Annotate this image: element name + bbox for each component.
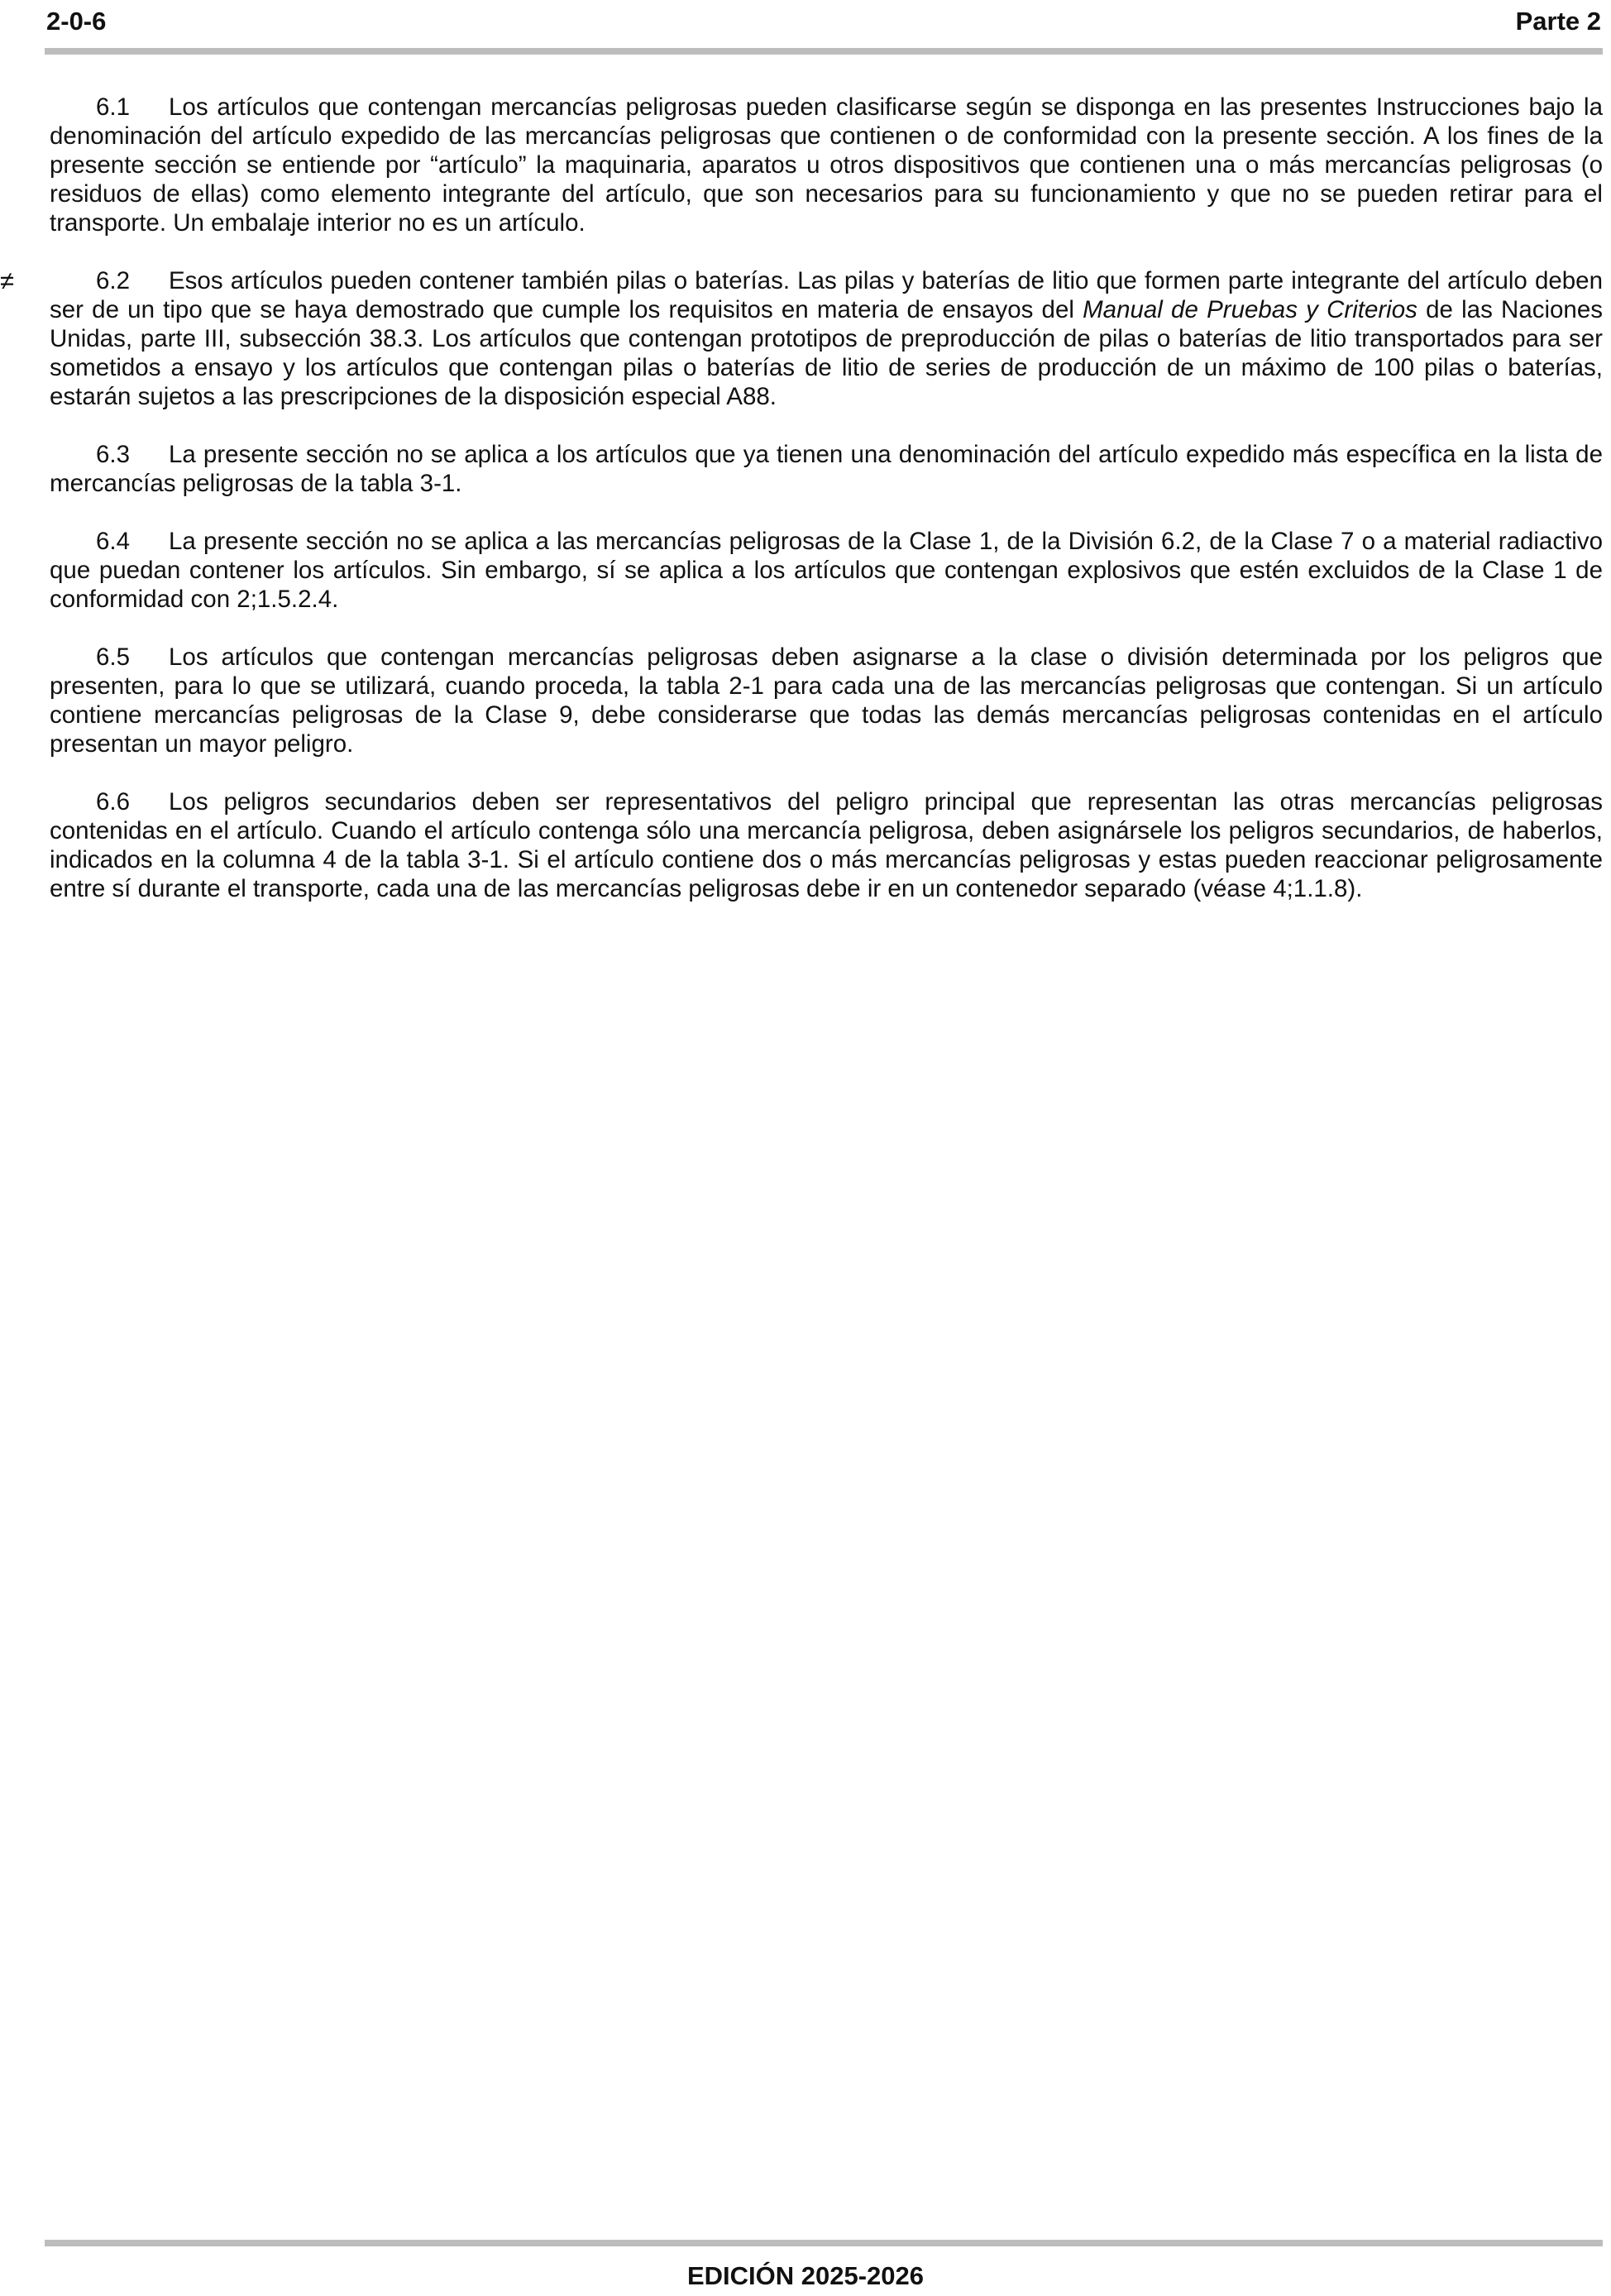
paragraph-number: 6.3 [96,441,131,468]
part-label: Parte 2 [1515,7,1601,36]
header-rule [45,48,1603,55]
manual-title: Manual de Pruebas y Criterios [1083,296,1417,323]
paragraph-6-3 [50,440,1603,498]
paragraph-text: Los peligros secundarios deben ser representativos del peligro principal que representan las otras mercancías peligrosas contenidas en el artículo. Cuando el artículo contenga sólo una mercancía peligrosa, deben asignársele los peligros secundarios, de haberlos, indicados en la columna 4 de la tabla 3-1. Si el artículo contiene dos o más mercancías peligrosas y estas pueden reaccionar peligrosamente entre sí durante el transporte, cada una de las mercancías peligrosas debe ir en un contenedor separado (véase 4;1.1.8). [50,788,1603,902]
paragraph-6-1 [50,93,1603,237]
footer-rule [45,2240,1603,2246]
paragraph-number: 6.4 [96,528,131,555]
page-header [46,5,1601,41]
paragraph-number: 6.5 [96,643,131,671]
paragraph-6-6 [50,787,1603,903]
document-body [0,93,1603,932]
paragraph-text: La presente sección no se aplica a las mercancías peligrosas de la Clase 1, de la División 6.2, de la Clase 7 o a material radiactivo que puedan contener los artículos. Sin embargo, sí se aplica a los artículos que contengan explosivos que estén excluidos de la Clase 1 de conformidad con 2;1.5.2.4. [50,528,1603,613]
paragraph-number: 6.2 [96,267,131,294]
paragraph-number: 6.1 [96,93,131,121]
paragraph-text: La presente sección no se aplica a los artículos que ya tienen una denominación del artículo expedido más específica en la lista de mercancías peligrosas de la tabla 3-1. [50,441,1603,497]
paragraph-text: Los artículos que contengan mercancías peligrosas pueden clasificarse según se disponga en las presentes Instrucciones bajo la denominación del artículo expedido de las mercancías peligrosas que contienen o de conformidad con la presente sección. A los fines de la presente sección se entiende por “artículo” la maquinaria, aparatos u otros dispositivos que contienen una o más mercancías peligrosas (o residuos de ellas) como elemento integrante del artículo, que son necesarios para su funcionamiento y que no se pueden retirar para el transporte. Un embalaje interior no es un artículo. [50,93,1603,237]
change-mark: ≠ [0,266,15,295]
paragraph-6-4 [50,527,1603,614]
edition-footer: EDICIÓN 2025-2026 [686,2261,925,2290]
paragraph-number: 6.6 [96,788,131,816]
paragraph-text: Los artículos que contengan mercancías peligrosas deben asignarse a la clase o división determinada por los peligros que presenten, para lo que se utilizará, cuando proceda, la tabla 2-1 para cada una de las mercancías peligrosas que contengan. Si un artículo contiene mercancías peligrosas de la Clase 9, debe considerarse que todas las demás mercancías peligrosas contenidas en el artículo presentan un mayor peligro. [50,643,1603,758]
paragraph-text-continued: de las Naciones Unidas, parte III, subsección 38.3. Los artículos que contengan prototipos de preproducción de pilas o baterías de litio transportados para ser sometidos a ensayo y los artículos que contengan pilas o baterías de litio de series de producción de un máximo de 100 pilas o baterías, estarán sujetos a las prescripciones de la disposición especial A88. [50,296,1603,410]
paragraph-6-5 [50,643,1603,758]
paragraph-text: Esos artículos pueden contener también pilas o baterías. Las pilas y baterías de litio que formen parte integrante del artículo deben ser de un tipo que se haya demostrado que cumple los requisitos en materia de ensayos del [50,267,1603,323]
paragraph-6-2 [0,266,1603,411]
page-number: 2-0-6 [46,7,107,36]
